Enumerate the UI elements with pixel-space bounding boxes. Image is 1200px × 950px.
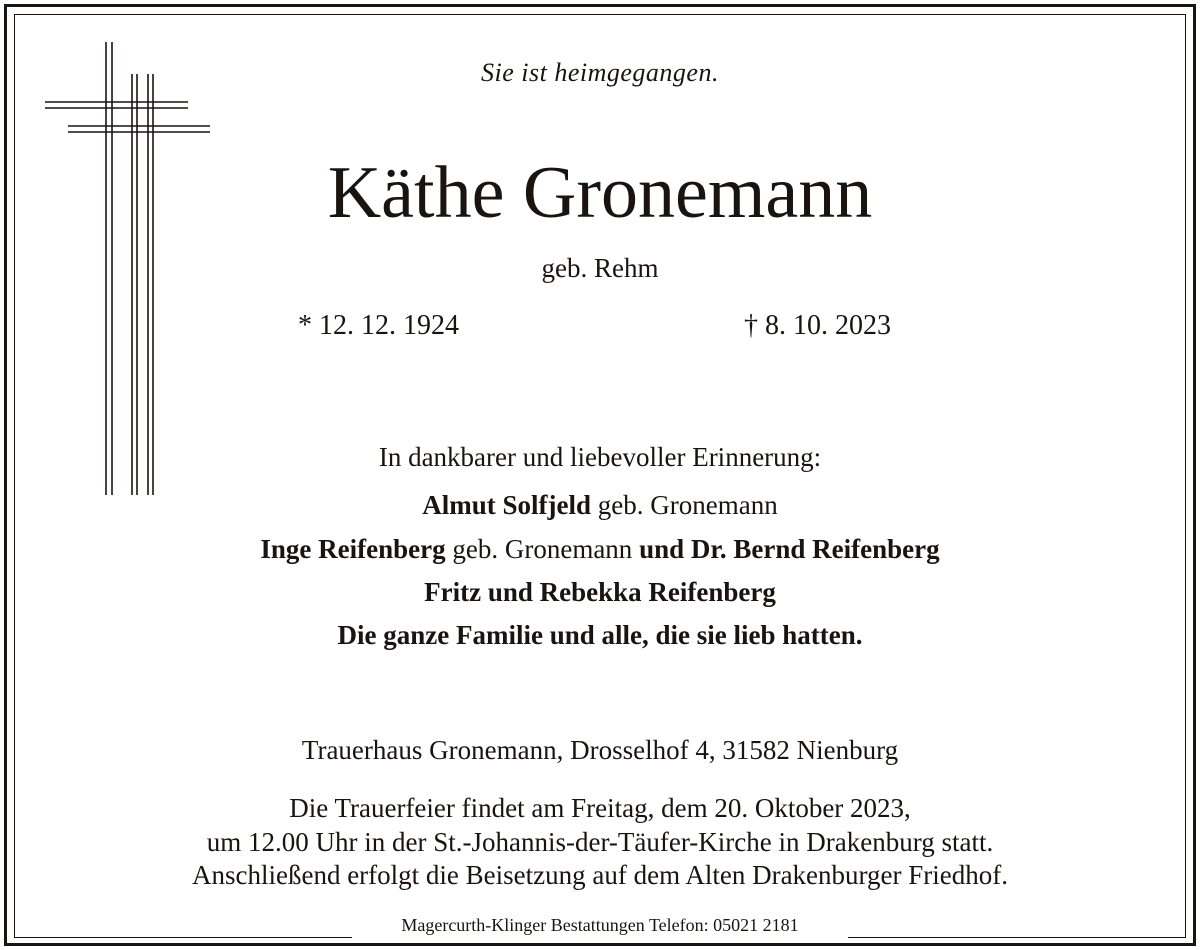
heading: Sie ist heimgegangen. (481, 58, 719, 87)
funeral-home-footer: Magercurth-Klinger Bestattungen Telefon: 05021 2181 (401, 915, 799, 935)
mourner-name: Almut Solfjeld (422, 490, 592, 520)
mourner-name: Die ganze Familie und alle, die sie lieb hatten. (337, 620, 863, 650)
mourner-name: Fritz und Rebekka Reifenberg (424, 577, 776, 607)
mourner-maiden: geb. Gronemann (452, 534, 633, 564)
mourner-line (0, 577, 1200, 608)
service-info-line: um 12.00 Uhr in der St.-Johannis-der-Täufer-Kirche in Drakenburg statt. (206, 827, 994, 857)
birth-date: * 12. 12. 1924 (298, 310, 459, 341)
mourner-line (0, 534, 1200, 565)
remembrance-intro: In dankbarer und liebevoller Erinnerung: (378, 442, 822, 472)
service-info-line: Anschließend erfolgt die Beisetzung auf dem Alten Drakenburger Friedhof. (191, 860, 1008, 890)
mourner-name: Inge Reifenberg (260, 534, 446, 564)
deceased-name: Käthe Gronemann (327, 152, 873, 234)
service-info-line: Die Trauerfeier findet am Freitag, dem 20. Oktober 2023, (289, 793, 911, 823)
mourner-line (0, 490, 1200, 521)
mourner-line (0, 620, 1200, 651)
mourning-house-address: Trauerhaus Gronemann, Drosselhof 4, 31582 Nienburg (301, 735, 899, 765)
maiden-name: geb. Rehm (541, 253, 659, 283)
mourner-maiden: geb. Gronemann (597, 490, 778, 520)
mourner-partner: und Dr. Bernd Reifenberg (639, 534, 940, 564)
death-date: † 8. 10. 2023 (744, 310, 891, 341)
